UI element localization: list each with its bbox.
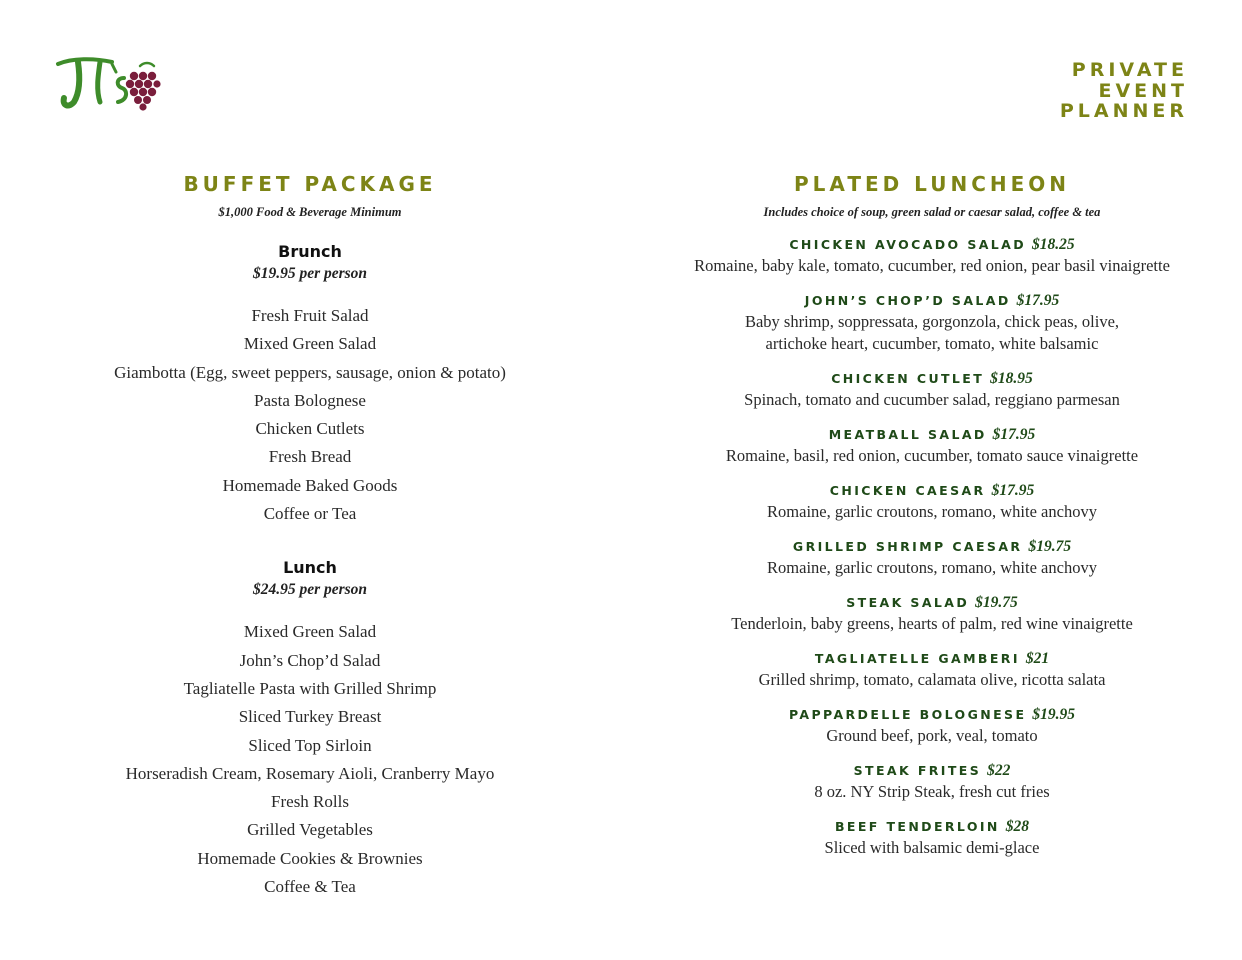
dish	[652, 817, 1212, 859]
list-item: Sliced Turkey Breast	[238, 707, 382, 727]
dish-header	[652, 761, 1212, 781]
dish-price: $19.95	[1032, 706, 1076, 723]
plated-column	[652, 170, 1212, 859]
dish-description: 8 oz. NY Strip Steak, fresh cut fries	[814, 782, 1050, 801]
dish-description: artichoke heart, cucumber, tomato, white balsamic	[765, 334, 1099, 353]
dish-name: CHICKEN AVOCADO SALAD	[789, 237, 1027, 252]
list-item: Homemade Cookies & Brownies	[197, 848, 423, 868]
list-item: Chicken Cutlets	[255, 419, 365, 439]
list-item: Horseradish Cream, Rosemary Aioli, Cranberry Mayo	[125, 763, 495, 783]
dish-description: Sliced with balsamic demi-glace	[824, 838, 1040, 857]
list-item: Coffee or Tea	[263, 504, 357, 524]
list-item: Fresh Rolls	[271, 792, 349, 812]
dish-price: $19.75	[975, 594, 1018, 611]
dish-description: Spinach, tomato and cucumber salad, reggiano parmesan	[744, 390, 1120, 409]
buffet-column	[60, 170, 560, 901]
dish-header	[652, 593, 1212, 613]
lunch-item-list	[60, 618, 560, 901]
dish-header	[652, 369, 1212, 389]
dish	[652, 537, 1212, 579]
plated-title: PLATED LUNCHEON	[793, 172, 1071, 196]
buffet-subtitle: $1,000 Food & Beverage Minimum	[218, 205, 402, 219]
list-item: Fresh Bread	[268, 447, 352, 467]
list-item: Mixed Green Salad	[243, 334, 377, 354]
list-item: John’s Chop’d Salad	[239, 650, 381, 670]
list-item: Tagliatelle Pasta with Grilled Shrimp	[183, 678, 437, 698]
group-title: Lunch	[283, 558, 337, 578]
dish-description: Romaine, garlic croutons, romano, white anchovy	[767, 502, 1097, 521]
dish-header	[652, 481, 1212, 501]
dish	[652, 291, 1212, 355]
page-title	[1060, 60, 1188, 122]
dish-price: $18.25	[1032, 236, 1075, 253]
page-title-line: EVENT	[1098, 79, 1188, 102]
group-price: $24.95 per person	[252, 581, 368, 599]
dish	[652, 593, 1212, 635]
dish-header	[652, 291, 1212, 311]
dish-name: STEAK SALAD	[846, 595, 970, 610]
logo	[54, 54, 162, 114]
dish-description: Tenderloin, baby greens, hearts of palm, red wine vinaigrette	[731, 614, 1133, 633]
dish-name: STEAK FRITES	[853, 763, 982, 778]
list-item: Coffee & Tea	[264, 877, 356, 897]
dish-description: Romaine, basil, red onion, cucumber, tomato sauce vinaigrette	[725, 446, 1139, 465]
dish	[652, 481, 1212, 523]
group-title: Brunch	[278, 242, 342, 261]
dish-header	[652, 705, 1212, 725]
list-item: Grilled Vegetables	[247, 820, 373, 840]
dish-description: Ground beef, pork, veal, tomato	[826, 726, 1038, 745]
dish-price: $19.75	[1028, 538, 1072, 555]
buffet-title: BUFFET PACKAGE	[183, 172, 437, 196]
dish-price: $17.95	[991, 482, 1035, 499]
dish-name: MEATBALL SALAD	[828, 427, 987, 442]
dish-header	[652, 817, 1212, 837]
dish-price: $18.95	[990, 370, 1033, 387]
page-title-line: PLANNER	[1059, 100, 1188, 122]
dish-name: TAGLIATELLE GAMBERI	[814, 651, 1020, 666]
dish	[652, 235, 1212, 277]
plated-subtitle: Includes choice of soup, green salad or caesar salad, coffee & tea	[763, 205, 1101, 219]
dish-description: Romaine, garlic croutons, romano, white anchovy	[767, 558, 1097, 577]
brunch-item-list	[60, 302, 560, 528]
buffet-group-lunch	[60, 558, 560, 901]
list-item: Homemade Baked Goods	[222, 475, 398, 495]
dish-name: GRILLED SHRIMP CAESAR	[792, 539, 1023, 554]
dish-description: Romaine, baby kale, tomato, cucumber, red onion, pear basil vinaigrette	[694, 256, 1170, 275]
dish	[652, 649, 1212, 691]
dish-price: $21	[1025, 650, 1050, 667]
list-item: Giambotta (Egg, sweet peppers, sausage, onion & potato)	[114, 362, 506, 382]
plated-dish-list	[652, 235, 1212, 859]
buffet-group-brunch	[60, 242, 560, 528]
page-title-line: PRIVATE	[1071, 59, 1188, 81]
dish-price: $17.95	[992, 426, 1036, 443]
grapes-icon	[126, 72, 161, 111]
dish-description: Grilled shrimp, tomato, calamata olive, ricotta salata	[758, 670, 1106, 689]
dish-name: CHICKEN CUTLET	[831, 371, 985, 386]
dish-name: PAPPARDELLE BOLOGNESE	[788, 707, 1027, 722]
dish	[652, 761, 1212, 803]
dish-price: $17.95	[1016, 292, 1060, 309]
dish-price: $28	[1005, 818, 1030, 835]
dish-header	[652, 649, 1212, 669]
dish-name: JOHN’S CHOP’D SALAD	[804, 293, 1011, 308]
dish	[652, 369, 1212, 411]
dish-name: CHICKEN CAESAR	[829, 483, 986, 498]
list-item: Mixed Green Salad	[243, 622, 377, 642]
dish-price: $22	[987, 762, 1011, 779]
list-item: Pasta Bolognese	[254, 390, 366, 410]
list-item: Fresh Fruit Salad	[251, 306, 369, 325]
logo-mark	[54, 54, 162, 114]
dish-header	[652, 537, 1212, 557]
list-item: Sliced Top Sirloin	[248, 735, 372, 755]
dish-header	[652, 425, 1212, 445]
dish-description: Baby shrimp, soppressata, gorgonzola, chick peas, olive,	[744, 312, 1120, 331]
dish-header	[652, 235, 1212, 255]
group-price: $19.95 per person	[252, 265, 368, 282]
dish-name: BEEF TENDERLOIN	[834, 819, 1000, 834]
dish	[652, 705, 1212, 747]
dish	[652, 425, 1212, 467]
